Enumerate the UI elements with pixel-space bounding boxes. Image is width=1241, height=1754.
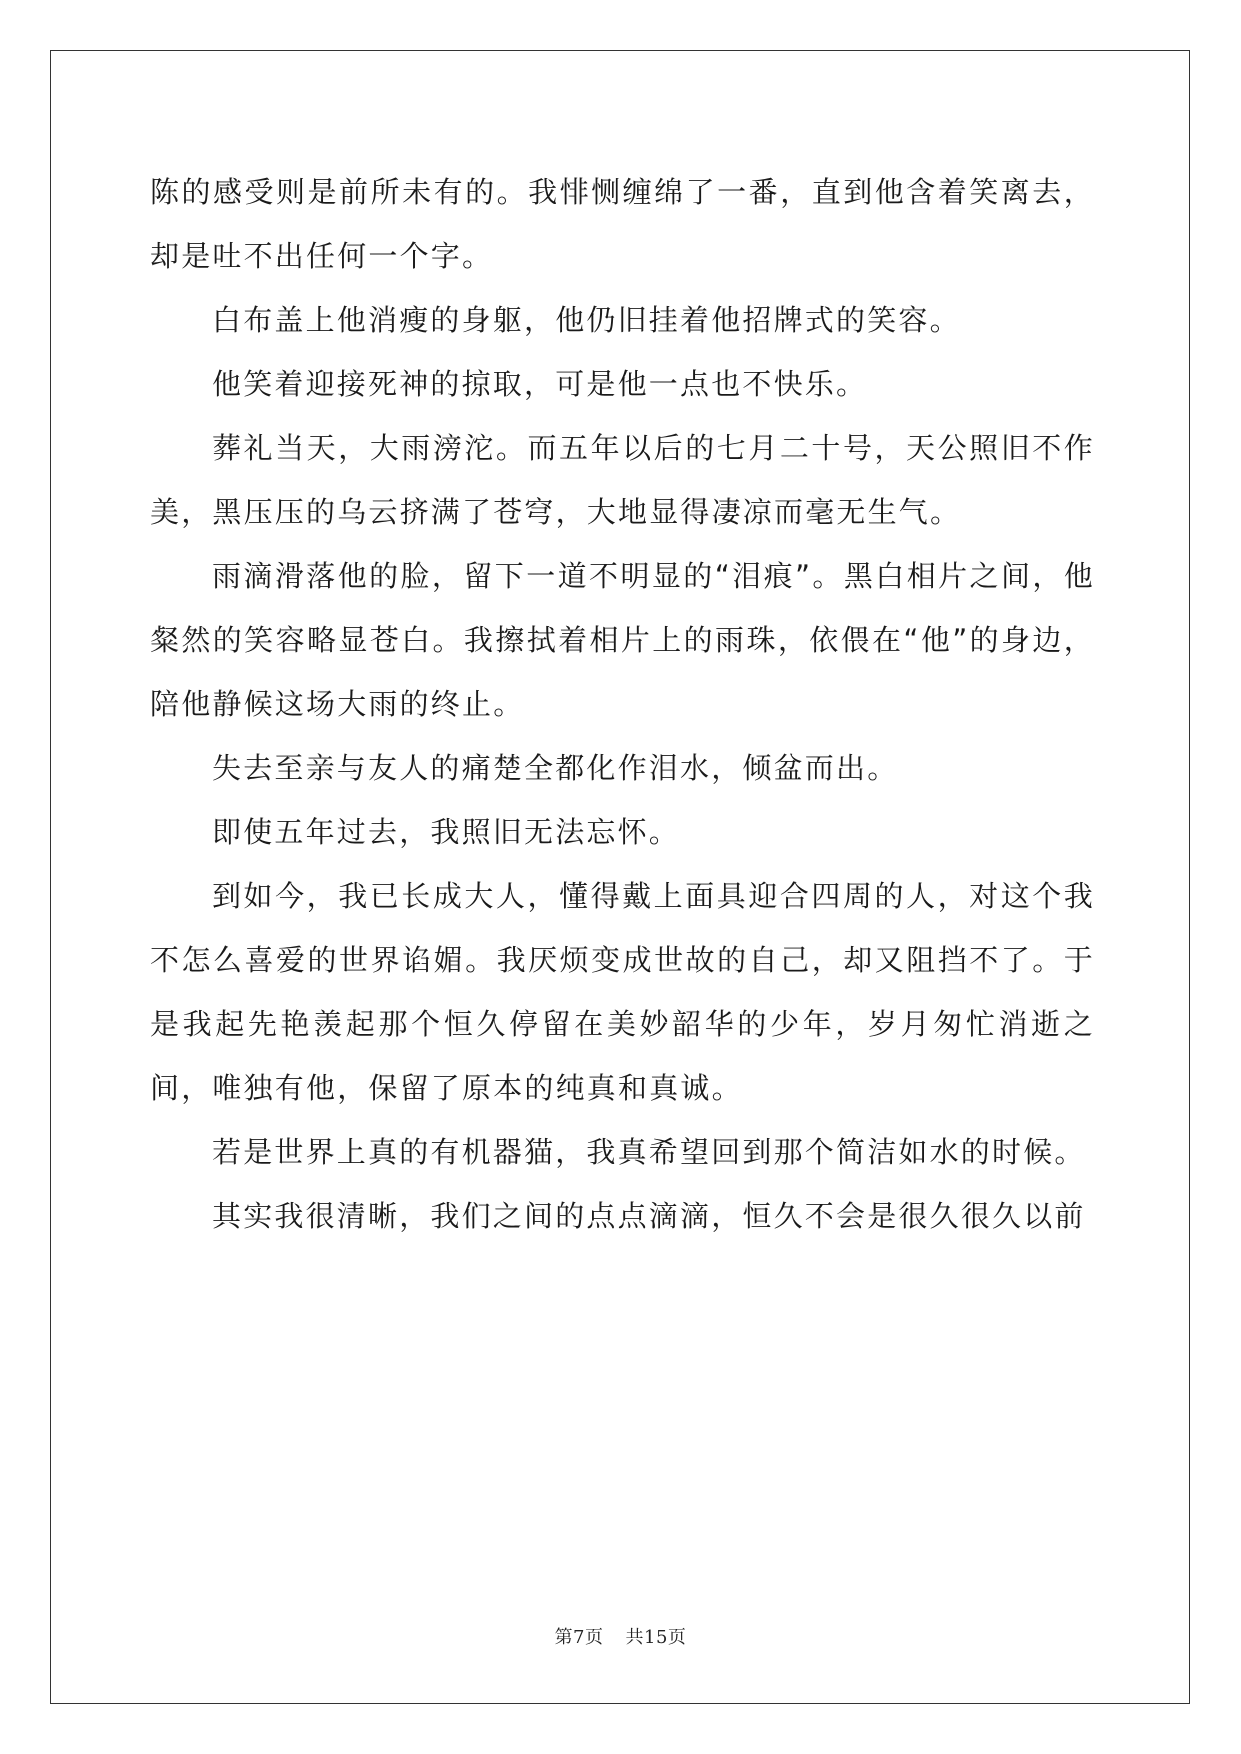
page-total: 共15页 [625,1627,687,1648]
paragraph: 其实我很清晰，我们之间的点点滴滴，恒久不会是很久很久以前 [212,1199,1086,1233]
document-body [150,160,1095,1248]
page-footer [0,1623,1241,1649]
paragraph: 白布盖上他消瘦的身躯，他仍旧挂着他招牌式的笑容。 [212,303,961,337]
paragraph: 葬礼当天，大雨滂沱。而五年以后的七月二十号，天公照旧不作美，黑压压的乌云挤满了苍穹，大地显得凄凉而毫无生气。 [150,431,1095,529]
paragraph: 陈的感受则是前所未有的。我悱恻缠绵了一番，直到他含着笑离去，却是吐不出任何一个字。 [150,175,1095,273]
paragraph: 到如今，我已长成大人，懂得戴上面具迎合四周的人，对这个我不怎么喜爱的世界谄媚。我厌烦变成世故的自己，却又阻挡不了。于是我起先艳羡起那个恒久停留在美妙韶华的少年，岁月匆忙消逝之间，唯独有他，保留了原本的纯真和真诚。 [150,879,1095,1105]
paragraph: 雨滴滑落他的脸，留下一道不明显的“泪痕”。黑白相片之间，他粲然的笑容略显苍白。我擦拭着相片上的雨珠，依偎在“他”的身边，陪他静候这场大雨的终止。 [150,559,1095,721]
paragraph: 他笑着迎接死神的掠取，可是他一点也不快乐。 [212,367,868,401]
page-number: 第7页 [554,1627,604,1648]
paragraph: 若是世界上真的有机器猫，我真希望回到那个简洁如水的时候。 [212,1135,1086,1169]
paragraph: 失去至亲与友人的痛楚全都化作泪水，倾盆而出。 [212,751,899,785]
paragraph: 即使五年过去，我照旧无法忘怀。 [212,815,681,849]
